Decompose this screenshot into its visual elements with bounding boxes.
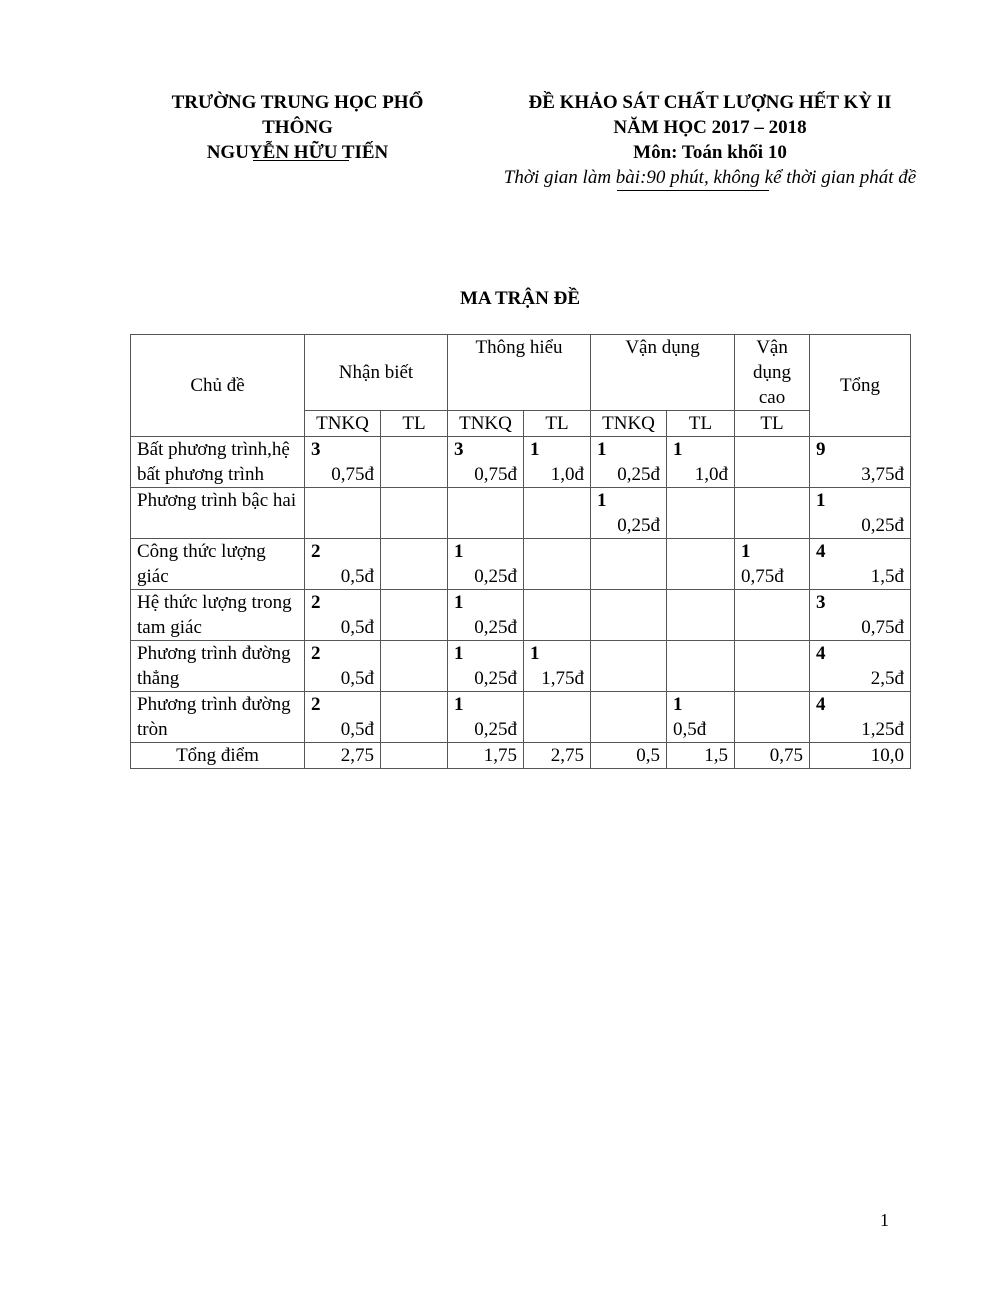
points-value: 1,0đ bbox=[550, 464, 585, 485]
exam-info-block bbox=[465, 90, 955, 190]
points-value: 0,75đ bbox=[861, 617, 905, 638]
matrix-cell bbox=[591, 590, 667, 641]
topic-cell: Bất phương trình,hệ bất phương trình bbox=[131, 437, 305, 488]
total-value: 1,5 bbox=[667, 743, 735, 769]
matrix-cell bbox=[448, 437, 524, 488]
exam-title: ĐỀ KHẢO SÁT CHẤT LƯỢNG HẾT KỲ II bbox=[528, 92, 892, 113]
matrix-cell bbox=[735, 692, 810, 743]
matrix-cell bbox=[524, 488, 591, 539]
matrix-cell bbox=[381, 590, 448, 641]
points-value: 0,25đ bbox=[474, 668, 517, 689]
matrix-cell bbox=[735, 539, 810, 590]
school-underline bbox=[253, 160, 349, 161]
table-row bbox=[131, 539, 911, 590]
exam-info-underline bbox=[617, 190, 769, 191]
matrix-cell bbox=[735, 590, 810, 641]
page-number: 1 bbox=[880, 1210, 889, 1230]
matrix-cell bbox=[667, 437, 735, 488]
matrix-cell bbox=[524, 437, 591, 488]
school-name-line-2: THÔNG bbox=[262, 117, 333, 138]
topic-cell: Công thức lượng giác bbox=[131, 539, 305, 590]
matrix-cell bbox=[448, 641, 524, 692]
matrix-cell bbox=[810, 641, 911, 692]
subject: Môn: Toán khối 10 bbox=[633, 142, 787, 163]
time-note: Thời gian làm bài:90 phút, không kể thời gian phát đề bbox=[503, 167, 917, 188]
question-count: 2 bbox=[311, 643, 321, 664]
points-value: 2,5đ bbox=[870, 668, 905, 689]
matrix-cell bbox=[381, 539, 448, 590]
question-count: 1 bbox=[816, 490, 826, 511]
matrix-cell bbox=[305, 539, 381, 590]
total-label: Tổng điểm bbox=[131, 743, 305, 769]
question-count: 1 bbox=[597, 490, 607, 511]
matrix-cell bbox=[448, 692, 524, 743]
matrix-cell bbox=[810, 539, 911, 590]
matrix-cell bbox=[448, 590, 524, 641]
points-value: 0,25đ bbox=[861, 515, 905, 536]
points-value: 0,75đ bbox=[474, 464, 517, 485]
sub-tl: TL bbox=[524, 411, 591, 437]
sub-tl: TL bbox=[381, 411, 448, 437]
matrix-cell bbox=[667, 641, 735, 692]
header-row bbox=[131, 335, 911, 411]
points-value: 1,75đ bbox=[541, 668, 585, 689]
points-value: 0,25đ bbox=[474, 566, 517, 587]
header-high-apply-l3: cao bbox=[758, 387, 786, 408]
school-name-block bbox=[140, 90, 455, 165]
points-value: 0,25đ bbox=[617, 464, 661, 485]
school-year: NĂM HỌC 2017 – 2018 bbox=[613, 117, 807, 138]
question-count: 1 bbox=[454, 643, 464, 664]
total-value: 0,75 bbox=[735, 743, 810, 769]
table-row bbox=[131, 641, 911, 692]
points-value: 1,25đ bbox=[861, 719, 905, 740]
matrix-cell bbox=[381, 488, 448, 539]
matrix-cell bbox=[381, 641, 448, 692]
matrix-cell bbox=[735, 641, 810, 692]
topic-cell: Hệ thức lượng trong tam giác bbox=[131, 590, 305, 641]
matrix-cell bbox=[524, 641, 591, 692]
matrix-cell bbox=[381, 692, 448, 743]
header-total: Tổng bbox=[810, 335, 911, 437]
header-recognize: Nhận biết bbox=[305, 335, 448, 411]
matrix-cell bbox=[524, 539, 591, 590]
matrix-cell bbox=[810, 488, 911, 539]
matrix-cell bbox=[305, 488, 381, 539]
matrix-cell bbox=[667, 590, 735, 641]
topic-cell: Phương trình đường thẳng bbox=[131, 641, 305, 692]
question-count: 1 bbox=[741, 541, 751, 562]
question-count: 1 bbox=[673, 439, 683, 460]
total-value bbox=[381, 743, 448, 769]
topic-cell: Phương trình bậc hai bbox=[131, 488, 305, 539]
topic-cell: Phương trình đường tròn bbox=[131, 692, 305, 743]
points-value: 1,0đ bbox=[694, 464, 729, 485]
points-value: 1,5đ bbox=[870, 566, 905, 587]
total-value: 1,75 bbox=[448, 743, 524, 769]
table-row bbox=[131, 692, 911, 743]
total-value: 0,5 bbox=[591, 743, 667, 769]
header-high-apply-l1: Vận bbox=[756, 337, 788, 358]
matrix-cell bbox=[735, 437, 810, 488]
points-value: 0,25đ bbox=[474, 719, 517, 740]
page-title: MA TRẬN ĐỀ bbox=[460, 288, 580, 309]
question-count: 1 bbox=[530, 439, 540, 460]
question-count: 4 bbox=[816, 541, 826, 562]
matrix-cell bbox=[448, 488, 524, 539]
matrix-cell bbox=[591, 641, 667, 692]
points-value: 3,75đ bbox=[861, 464, 905, 485]
header-high-apply bbox=[735, 335, 810, 411]
header-topic: Chủ đề bbox=[131, 335, 305, 437]
school-name-line-1: TRƯỜNG TRUNG HỌC PHỔ bbox=[171, 92, 424, 113]
points-value: 0,5đ bbox=[340, 617, 374, 638]
total-value: 2,75 bbox=[305, 743, 381, 769]
matrix-cell bbox=[591, 437, 667, 488]
question-count: 3 bbox=[454, 439, 464, 460]
matrix-cell bbox=[810, 437, 911, 488]
matrix-cell bbox=[810, 590, 911, 641]
header-understand: Thông hiểu bbox=[448, 335, 591, 411]
matrix-cell bbox=[305, 437, 381, 488]
points-value: 0,75đ bbox=[331, 464, 374, 485]
points-value: 0,5đ bbox=[340, 566, 374, 587]
points-value: 0,25đ bbox=[617, 515, 661, 536]
sub-tnkq: TNKQ bbox=[448, 411, 524, 437]
sub-tnkq: TNKQ bbox=[305, 411, 381, 437]
points-value: 0,25đ bbox=[474, 617, 517, 638]
matrix-cell bbox=[448, 539, 524, 590]
matrix-cell bbox=[735, 488, 810, 539]
matrix-cell bbox=[381, 437, 448, 488]
question-count: 3 bbox=[816, 592, 826, 613]
matrix-cell bbox=[591, 692, 667, 743]
question-count: 2 bbox=[311, 592, 321, 613]
matrix-cell bbox=[591, 488, 667, 539]
question-count: 2 bbox=[311, 694, 321, 715]
question-count: 1 bbox=[454, 592, 464, 613]
points-value: 0,5đ bbox=[340, 668, 374, 689]
school-name-line-3: NGUYỄN HỮU TIẾN bbox=[206, 142, 389, 163]
header-apply: Vận dụng bbox=[591, 335, 735, 411]
matrix-cell bbox=[667, 488, 735, 539]
table-row bbox=[131, 437, 911, 488]
question-count: 1 bbox=[530, 643, 540, 664]
matrix-cell bbox=[524, 692, 591, 743]
question-count: 1 bbox=[673, 694, 683, 715]
matrix-cell bbox=[810, 692, 911, 743]
table-row bbox=[131, 488, 911, 539]
matrix-cell bbox=[305, 641, 381, 692]
question-count: 1 bbox=[454, 694, 464, 715]
question-count: 9 bbox=[816, 439, 826, 460]
points-value: 0,5đ bbox=[673, 719, 707, 740]
total-row bbox=[131, 743, 911, 769]
sub-tnkq: TNKQ bbox=[591, 411, 667, 437]
sub-tl: TL bbox=[667, 411, 735, 437]
points-value: 0,75đ bbox=[741, 566, 784, 587]
sub-tl: TL bbox=[735, 411, 810, 437]
question-count: 1 bbox=[454, 541, 464, 562]
matrix-cell bbox=[305, 692, 381, 743]
exam-matrix-table bbox=[130, 334, 911, 769]
matrix-cell bbox=[591, 539, 667, 590]
question-count: 1 bbox=[597, 439, 607, 460]
matrix-cell bbox=[667, 539, 735, 590]
table-row bbox=[131, 590, 911, 641]
matrix-cell bbox=[524, 590, 591, 641]
points-value: 0,5đ bbox=[340, 719, 374, 740]
question-count: 4 bbox=[816, 643, 826, 664]
matrix-cell bbox=[305, 590, 381, 641]
question-count: 4 bbox=[816, 694, 826, 715]
question-count: 3 bbox=[311, 439, 321, 460]
header-high-apply-l2: dụng bbox=[753, 362, 792, 383]
total-value: 2,75 bbox=[524, 743, 591, 769]
matrix-cell bbox=[667, 692, 735, 743]
question-count: 2 bbox=[311, 541, 321, 562]
total-value: 10,0 bbox=[810, 743, 911, 769]
